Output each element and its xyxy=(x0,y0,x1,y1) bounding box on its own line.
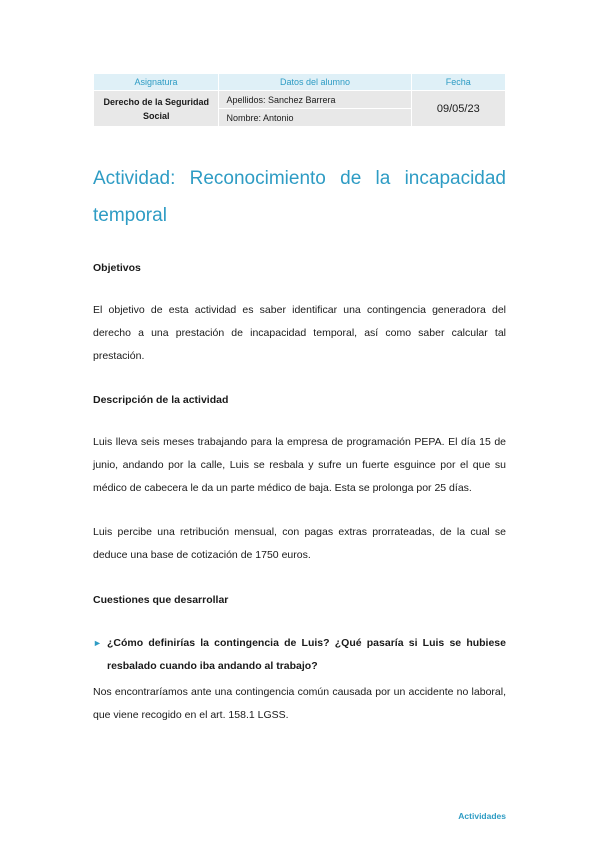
page-title: Actividad: Reconocimiento de la incapacidad temporal xyxy=(93,168,506,226)
answer-1: Nos encontraríamos ante una contingencia común causada por un accidente no laboral, que viene recogido en el art. 158.1 LGSS. xyxy=(93,686,506,721)
subject-cell: Derecho de la Seguridad Social xyxy=(94,91,219,127)
description-heading: Descripción de la actividad xyxy=(93,394,229,406)
description-paragraph-1: Luis lleva seis meses trabajando para la empresa de programación PEPA. El día 15 de junio, andando por la calle, Luis se resbala y sufre un fuerte esguince por el que su médico de cabecera le da un parte médico de baja. Esta se prolonga por 25 días. xyxy=(93,436,506,494)
objectives-text: El objetivo de esta actividad es saber identificar una contingencia generadora del derecho a una prestación de incapacidad temporal, así como saber calcular tal prestación. xyxy=(93,304,506,362)
objectives-heading: Objetivos xyxy=(93,262,141,274)
header-col-subject: Asignatura xyxy=(94,74,219,91)
name-cell: Nombre: Antonio xyxy=(219,109,411,127)
footer-label: Actividades xyxy=(458,811,506,821)
question-1 xyxy=(93,632,506,678)
triangle-right-icon: ► xyxy=(93,638,102,648)
header-col-date: Fecha xyxy=(411,74,505,91)
date-cell: 09/05/23 xyxy=(411,91,505,127)
description-paragraph-2: Luis percibe una retribución mensual, con pagas extras prorrateadas, de la cual se deduce una base de cotización de 1750 euros. xyxy=(93,526,506,561)
header-table xyxy=(93,74,506,127)
surname-cell: Apellidos: Sanchez Barrera xyxy=(219,91,411,109)
header-col-student: Datos del alumno xyxy=(219,74,411,91)
question-1-text: ¿Cómo definirías la contingencia de Luis? ¿Qué pasaría si Luis se hubiese resbalado cuando iba andando al trabajo? xyxy=(107,637,506,672)
questions-heading: Cuestiones que desarrollar xyxy=(93,594,229,606)
